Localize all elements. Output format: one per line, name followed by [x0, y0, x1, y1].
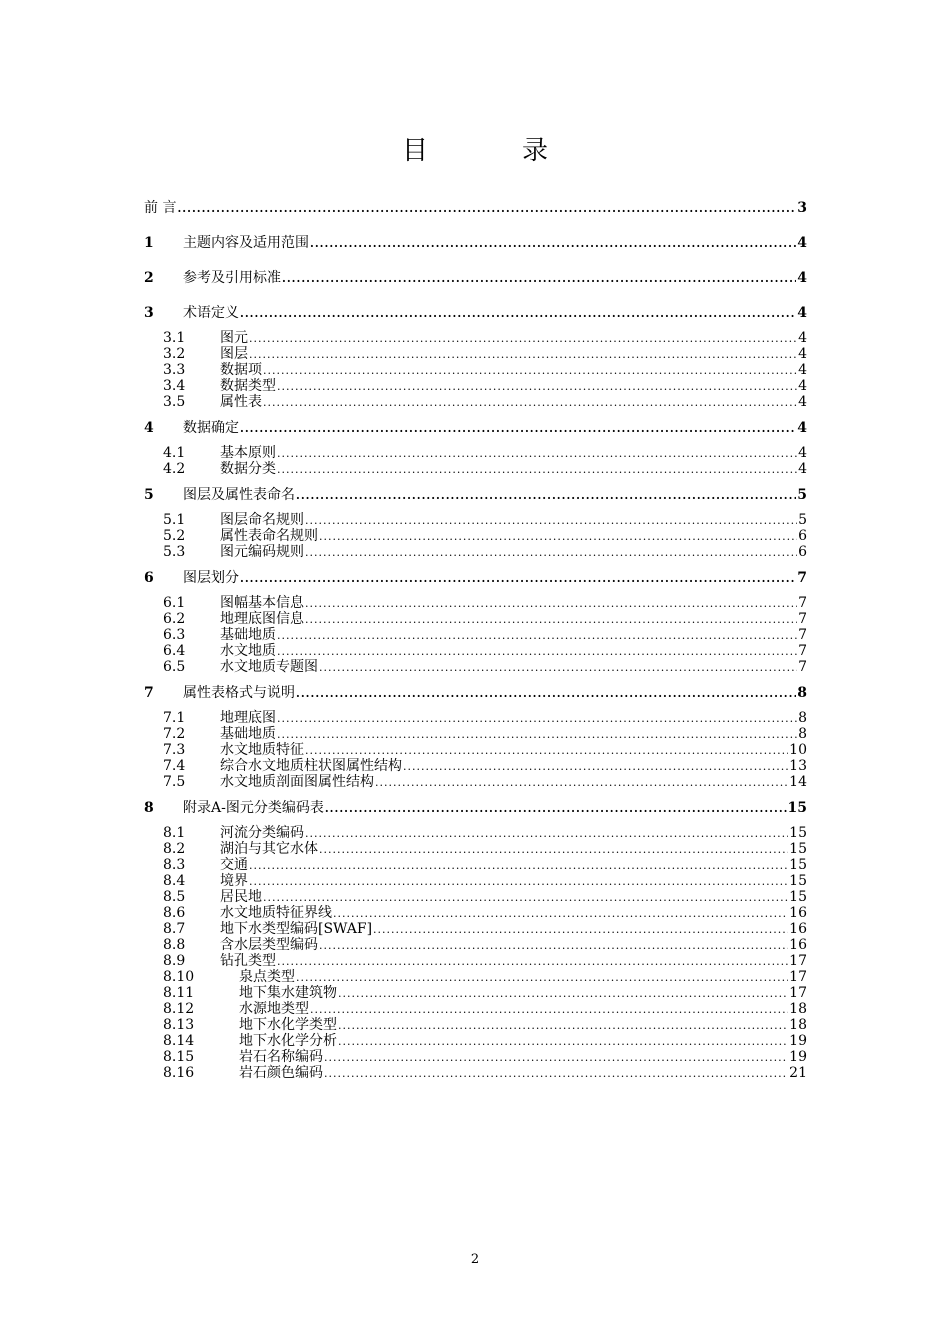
toc-entry[interactable]	[144, 742, 807, 758]
toc-entry-label: 属性表	[220, 394, 262, 410]
toc-entry-label: 主题内容及适用范围	[183, 235, 309, 251]
toc-entry-number: 3.4	[163, 378, 186, 394]
dot-leader	[240, 421, 796, 437]
toc-entry-label: 地理底图信息	[220, 611, 304, 627]
toc-entry-label: 属性表命名规则	[220, 528, 318, 544]
toc-entry-page: 4	[798, 445, 807, 461]
toc-entry-label: 含水层类型编码	[220, 937, 318, 953]
toc-entry-page: 13	[789, 758, 807, 774]
toc-entry-label: 水文地质剖面图属性结构	[220, 774, 374, 790]
dot-leader	[305, 612, 797, 628]
dot-leader	[338, 986, 788, 1002]
dot-leader	[277, 446, 797, 462]
toc-entry[interactable]	[144, 528, 807, 544]
toc-entry-number: 8.2	[163, 841, 186, 857]
toc-entry-label: 地下水化学类型	[239, 1017, 337, 1033]
dot-leader	[249, 858, 788, 874]
toc-entry-number: 8.4	[163, 873, 186, 889]
toc-entry-page: 8	[798, 726, 807, 742]
dot-leader	[319, 938, 788, 954]
dot-leader	[305, 513, 797, 529]
dot-leader	[305, 545, 797, 561]
toc-entry-number: 7.2	[163, 726, 186, 742]
toc-entry-label: 综合水文地质柱状图属性结构	[220, 758, 402, 774]
toc-entry-page: 4	[798, 394, 807, 410]
toc-entry-number: 5.1	[163, 512, 186, 528]
dot-leader	[375, 775, 788, 791]
toc-entry-page: 7	[798, 611, 807, 627]
dot-leader	[310, 236, 796, 252]
toc-entry-page: 19	[789, 1049, 807, 1065]
dot-leader	[277, 727, 797, 743]
toc-entry-page: 4	[797, 235, 807, 251]
toc-entry-label: 数据项	[220, 362, 262, 378]
toc-entry[interactable]	[144, 1049, 807, 1065]
toc-entry-page: 15	[787, 800, 807, 816]
toc-entry-number: 8.6	[163, 905, 186, 921]
toc-entry-label: 图层命名规则	[220, 512, 304, 528]
toc-entry-label: 钻孔类型	[220, 953, 276, 969]
toc-entry-page: 7	[798, 627, 807, 643]
toc-entry-number: 7	[144, 685, 154, 701]
toc-entry-page: 19	[789, 1033, 807, 1049]
toc-entry-page: 5	[798, 512, 807, 528]
toc-entry-label: 岩石名称编码	[239, 1049, 323, 1065]
dot-leader	[338, 1034, 788, 1050]
toc-entry-number: 8.8	[163, 937, 186, 953]
dot-leader	[277, 462, 797, 478]
toc-entry-page: 4	[797, 270, 807, 286]
toc-entry-page: 4	[797, 420, 807, 436]
toc-entry[interactable]	[144, 905, 807, 921]
toc-entry-page: 18	[789, 1001, 807, 1017]
toc-entry-number: 1	[144, 235, 154, 251]
toc-entry-label: 居民地	[220, 889, 262, 905]
toc-entry-page: 21	[789, 1065, 807, 1081]
toc-entry[interactable]	[144, 921, 807, 937]
dot-leader	[249, 874, 788, 890]
toc-entry-page: 17	[789, 969, 807, 985]
toc-entry[interactable]	[144, 825, 807, 841]
toc-entry-page: 14	[789, 774, 807, 790]
toc-entry-number: 2	[144, 270, 154, 286]
toc-entry-label: 地理底图	[220, 710, 276, 726]
toc-entry-page: 16	[789, 921, 807, 937]
toc-entry[interactable]	[144, 1033, 807, 1049]
toc-entry-page: 17	[789, 985, 807, 1001]
dot-leader	[263, 395, 797, 411]
toc-entry[interactable]	[144, 873, 807, 889]
toc-entry-label: 水文地质	[220, 643, 276, 659]
toc-entry-number: 5.3	[163, 544, 186, 560]
toc-entry-number: 8.13	[163, 1017, 195, 1033]
toc-entry-page: 15	[789, 889, 807, 905]
toc-entry-page: 4	[798, 378, 807, 394]
toc-entry[interactable]	[144, 611, 807, 627]
toc-entry[interactable]	[144, 487, 807, 503]
toc-entry-page: 4	[798, 362, 807, 378]
dot-leader	[319, 660, 797, 676]
toc-entry[interactable]	[144, 305, 807, 321]
toc-entry-number: 8.7	[163, 921, 186, 937]
dot-leader	[249, 331, 797, 347]
toc-entry[interactable]	[144, 857, 807, 873]
dot-leader	[324, 1066, 788, 1082]
toc-entry[interactable]	[144, 330, 807, 346]
toc-entry-label: 图层	[220, 346, 248, 362]
toc-entry[interactable]	[144, 1017, 807, 1033]
toc-entry-number: 6.5	[163, 659, 186, 675]
toc-entry[interactable]	[144, 1065, 807, 1081]
toc-entry[interactable]	[144, 937, 807, 953]
toc-entry[interactable]	[144, 362, 807, 378]
toc-entry-page: 16	[789, 905, 807, 921]
toc-entry-page: 7	[798, 643, 807, 659]
dot-leader	[338, 1018, 788, 1034]
dot-leader	[277, 954, 788, 970]
dot-leader	[277, 644, 797, 660]
dot-leader	[296, 488, 796, 504]
dot-leader	[240, 306, 796, 322]
toc-entry[interactable]	[144, 758, 807, 774]
toc-entry[interactable]	[144, 1001, 807, 1017]
toc-entry-number: 3.5	[163, 394, 186, 410]
toc-entry[interactable]	[144, 346, 807, 362]
toc-entry[interactable]	[144, 512, 807, 528]
dot-leader	[296, 686, 796, 702]
toc-entry-label: 术语定义	[183, 305, 239, 321]
dot-leader	[177, 201, 796, 217]
toc-entry-number: 5.2	[163, 528, 186, 544]
toc-entry[interactable]	[144, 378, 807, 394]
page-number: 2	[470, 1252, 480, 1267]
toc-entry-number: 7.4	[163, 758, 186, 774]
toc-entry-page: 15	[789, 873, 807, 889]
dot-leader	[282, 271, 796, 287]
toc-entry-number: 8.11	[163, 985, 195, 1001]
toc-entry-label: 图层及属性表命名	[183, 487, 295, 503]
toc-entry-page: 4	[798, 461, 807, 477]
toc-title: 目 录	[401, 136, 582, 166]
toc-entry-label: 数据分类	[220, 461, 276, 477]
toc-entry-label: 基本原则	[220, 445, 276, 461]
toc-entry-page: 16	[789, 937, 807, 953]
toc-entry[interactable]	[144, 570, 807, 586]
toc-entry[interactable]	[144, 627, 807, 643]
toc-entry[interactable]	[144, 595, 807, 611]
toc-entry-label: 基础地质	[220, 726, 276, 742]
toc-entry-number: 4	[144, 420, 154, 436]
toc-entry-number: 6.4	[163, 643, 186, 659]
toc-entry-page: 7	[798, 595, 807, 611]
toc-entry-number: 8.5	[163, 889, 186, 905]
toc-entry[interactable]	[144, 659, 807, 675]
toc-entry[interactable]	[144, 544, 807, 560]
toc-entry[interactable]	[144, 685, 807, 701]
toc-entry-label: 境界	[220, 873, 248, 889]
toc-entry-label: 基础地质	[220, 627, 276, 643]
toc-entry[interactable]	[144, 969, 807, 985]
toc-entry-number: 8.10	[163, 969, 195, 985]
toc-entry[interactable]	[144, 394, 807, 410]
toc-entry-page: 7	[797, 570, 807, 586]
toc-entry[interactable]	[144, 726, 807, 742]
dot-leader	[305, 743, 788, 759]
toc-entry[interactable]	[144, 420, 807, 436]
toc-entry-number: 8.14	[163, 1033, 195, 1049]
toc-entry-number: 3	[144, 305, 154, 321]
dot-leader	[240, 571, 796, 587]
toc-entry-page: 10	[789, 742, 807, 758]
dot-leader	[325, 801, 787, 817]
dot-leader	[263, 363, 797, 379]
toc-entry-label: 交通	[220, 857, 248, 873]
toc-entry-page: 15	[789, 841, 807, 857]
toc-entry-label: 湖泊与其它水体	[220, 841, 318, 857]
dot-leader	[319, 842, 788, 858]
toc-entry-page: 18	[789, 1017, 807, 1033]
toc-entry-number: 4.2	[163, 461, 186, 477]
toc-entry-label: 数据确定	[183, 420, 239, 436]
toc-entry-label: 图幅基本信息	[220, 595, 304, 611]
dot-leader	[305, 826, 788, 842]
dot-leader	[249, 347, 797, 363]
dot-leader	[319, 529, 797, 545]
toc-entry[interactable]	[144, 985, 807, 1001]
toc-entry[interactable]	[144, 643, 807, 659]
toc-entry-label: 地下水类型编码[SWAF]	[220, 921, 373, 937]
toc-entry-number: 8.9	[163, 953, 186, 969]
toc-entry[interactable]	[144, 445, 807, 461]
toc-entry[interactable]	[144, 774, 807, 790]
toc-entry-number: 3.1	[163, 330, 186, 346]
toc-entry-number: 8.16	[163, 1065, 195, 1081]
toc-entry-number: 7.1	[163, 710, 186, 726]
toc-entry-label: 属性表格式与说明	[183, 685, 295, 701]
toc-entry-number: 6.1	[163, 595, 186, 611]
dot-leader	[310, 1002, 788, 1018]
toc-entry-number: 8.12	[163, 1001, 195, 1017]
toc-entry-page: 17	[789, 953, 807, 969]
toc-entry[interactable]	[144, 889, 807, 905]
toc-entry-label: 河流分类编码	[220, 825, 304, 841]
toc-entry-number: 5	[144, 487, 154, 503]
toc-entry-label: 附录A-图元分类编码表	[183, 800, 324, 816]
toc-entry-number: 8.3	[163, 857, 186, 873]
dot-leader	[333, 906, 788, 922]
toc-entry-page: 4	[798, 346, 807, 362]
dot-leader	[277, 379, 797, 395]
toc-entry-number: 4.1	[163, 445, 186, 461]
dot-leader	[373, 922, 788, 938]
toc-entry-page: 4	[797, 305, 807, 321]
toc-entry-label: 图元	[220, 330, 248, 346]
toc-entry-number: 6	[144, 570, 154, 586]
dot-leader	[403, 759, 788, 775]
toc-entry-number: 3.2	[163, 346, 186, 362]
toc-entry-label: 水文地质特征界线	[220, 905, 332, 921]
toc-entry-page: 15	[789, 825, 807, 841]
toc-entry-label: 数据类型	[220, 378, 276, 394]
toc-entry-page: 8	[797, 685, 807, 701]
toc-entry[interactable]	[144, 710, 807, 726]
toc-entry[interactable]	[144, 800, 807, 816]
toc-entry-page: 4	[798, 330, 807, 346]
toc-entry[interactable]	[144, 953, 807, 969]
toc-entry-label: 水文地质特征	[220, 742, 304, 758]
toc-entry-label: 图层划分	[183, 570, 239, 586]
toc-entry-label: 泉点类型	[239, 969, 295, 985]
toc-entry-page: 3	[797, 200, 807, 216]
toc-entry-page: 6	[798, 528, 807, 544]
toc-entry-page: 6	[798, 544, 807, 560]
toc-entry-page: 8	[798, 710, 807, 726]
toc-entry-label: 参考及引用标准	[183, 270, 281, 286]
toc-entry-number: 8.15	[163, 1049, 195, 1065]
toc-entry[interactable]	[144, 461, 807, 477]
toc-entry[interactable]	[144, 235, 807, 251]
dot-leader	[296, 970, 788, 986]
toc-entry-label: 水源地类型	[239, 1001, 309, 1017]
toc-entry-number: 6.2	[163, 611, 186, 627]
dot-leader	[277, 711, 797, 727]
toc-entry-page: 7	[798, 659, 807, 675]
dot-leader	[263, 890, 788, 906]
toc-entry-label: 岩石颜色编码	[239, 1065, 323, 1081]
toc-entry-label: 图元编码规则	[220, 544, 304, 560]
dot-leader	[277, 628, 797, 644]
toc-entry-number: 8	[144, 800, 154, 816]
toc-entry[interactable]	[144, 200, 807, 216]
toc-entry-number: 7.3	[163, 742, 186, 758]
toc-entry[interactable]	[144, 270, 807, 286]
dot-leader	[305, 596, 797, 612]
toc-entry-label: 地下水化学分析	[239, 1033, 337, 1049]
toc-entry-label: 前 言	[144, 200, 177, 216]
toc-entry-number: 3.3	[163, 362, 186, 378]
toc-entry-number: 6.3	[163, 627, 186, 643]
toc-entry-number: 7.5	[163, 774, 186, 790]
dot-leader	[324, 1050, 788, 1066]
toc-entry-number: 8.1	[163, 825, 186, 841]
toc-entry-label: 水文地质专题图	[220, 659, 318, 675]
table-of-contents	[144, 200, 807, 1081]
toc-entry[interactable]	[144, 841, 807, 857]
toc-entry-label: 地下集水建筑物	[239, 985, 337, 1001]
toc-entry-page: 15	[789, 857, 807, 873]
toc-entry-page: 5	[797, 487, 807, 503]
